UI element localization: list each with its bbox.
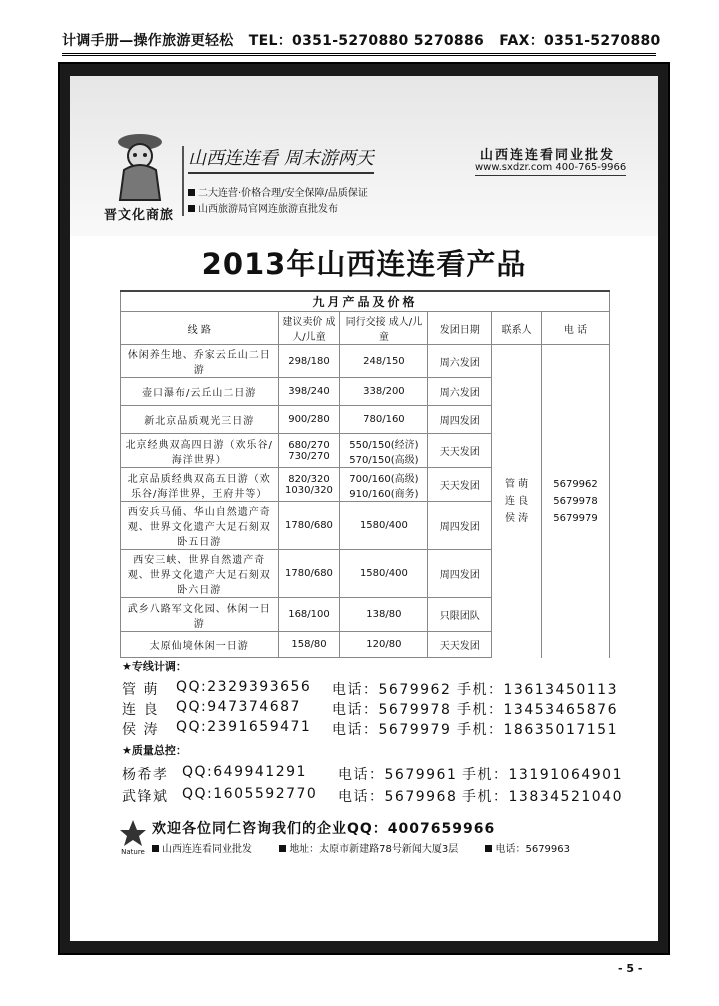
mascot-logo-icon	[110, 130, 170, 202]
top-banner	[62, 30, 661, 56]
feature-1: 二大连营·价格合理/安全保障/品质保证	[188, 184, 368, 199]
page-number: - 5 -	[618, 962, 643, 975]
banner-title: 计调手册—操作旅游更轻松	[62, 33, 234, 49]
svg-text:Nature: Nature	[121, 848, 145, 856]
bullet-icon	[485, 845, 492, 852]
col-departure: 发团日期	[428, 312, 492, 345]
ad-header	[70, 76, 658, 236]
banner-fax: FAX：0351-5270880	[499, 33, 661, 49]
table-row: 北京经典双高四日游（欢乐谷/海洋世界） 680/270 730/270 550/150(经济) 570/150(高级) 天天发团	[121, 434, 610, 468]
col-contact: 联系人	[492, 312, 542, 345]
bullet-icon	[188, 205, 195, 212]
contact-cell: 管 萌 连 良 侯 涛	[492, 345, 542, 658]
footer-info: 山西连连看同业批发 地址：太原市新建路78号新闻大厦3层 电话：5679963	[152, 840, 594, 855]
divider	[182, 146, 184, 216]
logo-text: 晋文化商旅	[104, 208, 175, 223]
table-row: 北京品质经典双高五日游（欢乐谷/海洋世界，王府井等） 820/320 1030/320 700/160(高级) 910/160(商务) 天天发团	[121, 468, 610, 502]
phone-cell: 5679962 5679978 5679979	[542, 345, 610, 658]
bullet-icon	[152, 845, 159, 852]
col-suggest: 建议卖价 成人/儿童	[278, 312, 340, 345]
table-row: 武乡八路军文化园、休闲一日游 168/100 138/80 只限团队	[121, 598, 610, 632]
table-row: 壶口瀑布/云丘山二日游 398/240 338/200 周六发团	[121, 378, 610, 406]
main-title: 2013年山西连连看产品	[201, 247, 527, 281]
col-peer: 同行交接 成人/儿童	[340, 312, 428, 345]
bullet-icon	[279, 845, 286, 852]
ad-panel: 晋文化商旅 山西连连看 周末游两天 二大连营·价格合理/安全保障/品质保证 山西旅游局官网连旅游直批发布 山西连连看同业批发 www.sxdzr.com 400-765-9966 2013年山西连连看产品 九月产品及价格 线 路 建议卖价 成人/儿童 同行交接 成人/儿童 发团日期 联系人 电 话 休闲养生地、乔家云丘山二日游 298/180 248/150 周六发团 管 萌 连 良 侯 涛 5679962 5679978 5679979 壶口瀑布/云丘山二日游 398/240 338/200 周六发团 新北京品质观光三日游 900/280 780/160 周四发团 北京经典双高四日游（欢乐谷/海洋世界） 680/270 730/270 550/150(经济) 570/150(高级) 天天发团 北京品质经典双高五日游（欢乐谷/海洋世界，王府井等） 820/320 1030/320 700/160(高级) 910/160(商务) 天天发团 西安兵马俑、华山自然遗产奇观、世界文化遗产大足石刻双卧五日游 1780/680 1580/400 周四发团 西安三峡、世界自然遗产奇观、世界文化遗产大足石刻双卧六日游 1780/680 1580/400 周四发团 武乡八路军文化园、休闲一日游 168/100 138/80 只限团队 太原仙境休闲一日游 158/80 120/80 天天发团 ★专线计调： 管 萌 QQ:2329393656 电话：5679962 手机：13613450113 连 良 QQ:947374687 电话：5679978 手机：13453465876 侯 涛 QQ:2391659471 电话：5679979 手机：18635017151 ★质量总控： 杨希孝 QQ:649941291 电话：5679961 手机：13191064901 武锋斌 QQ:1605592770 电话：5679968 手机：13834521040 Nature 欢迎各位同仁咨询我们的企业QQ：4007659966 山西连连看同业批发 地址：太原市新建路78号新闻大厦3层 电话：5679963	[70, 76, 658, 941]
nature-logo-icon	[118, 816, 148, 856]
qc-label: ★质量总控：	[122, 744, 187, 757]
table-row: 太原仙境休闲一日游 158/80 120/80 天天发团	[121, 632, 610, 658]
table-row: 西安兵马俑、华山自然遗产奇观、世界文化遗产大足石刻双卧五日游 1780/680 1580/400 周四发团	[121, 502, 610, 550]
feature-2: 山西旅游局官网连旅游直批发布	[188, 200, 338, 215]
brand-contact: www.sxdzr.com 400-765-9966	[475, 162, 626, 176]
hotline-label: ★专线计调：	[122, 660, 187, 673]
banner-tel: TEL：0351-5270880 5270886	[248, 33, 485, 49]
col-phone: 电 话	[542, 312, 610, 345]
footer-title: 欢迎各位同仁咨询我们的企业QQ：4007659966	[152, 821, 496, 837]
slogan: 山西连连看 周末游两天	[188, 144, 374, 174]
bullet-icon	[188, 189, 195, 196]
page-frame	[58, 62, 670, 955]
col-route: 线 路	[121, 312, 279, 345]
brand-name: 山西连连看同业批发	[480, 148, 616, 163]
product-table	[120, 290, 610, 658]
table-row: 新北京品质观光三日游 900/280 780/160 周四发团	[121, 406, 610, 434]
table-title: 九月产品及价格	[121, 291, 610, 312]
table-row: 西安三峡、世界自然遗产奇观、世界文化遗产大足石刻双卧六日游 1780/680 1580/400 周四发团	[121, 550, 610, 598]
table-row: 休闲养生地、乔家云丘山二日游 298/180 248/150 周六发团 管 萌 连 良 侯 涛 5679962 5679978 5679979	[121, 345, 610, 378]
